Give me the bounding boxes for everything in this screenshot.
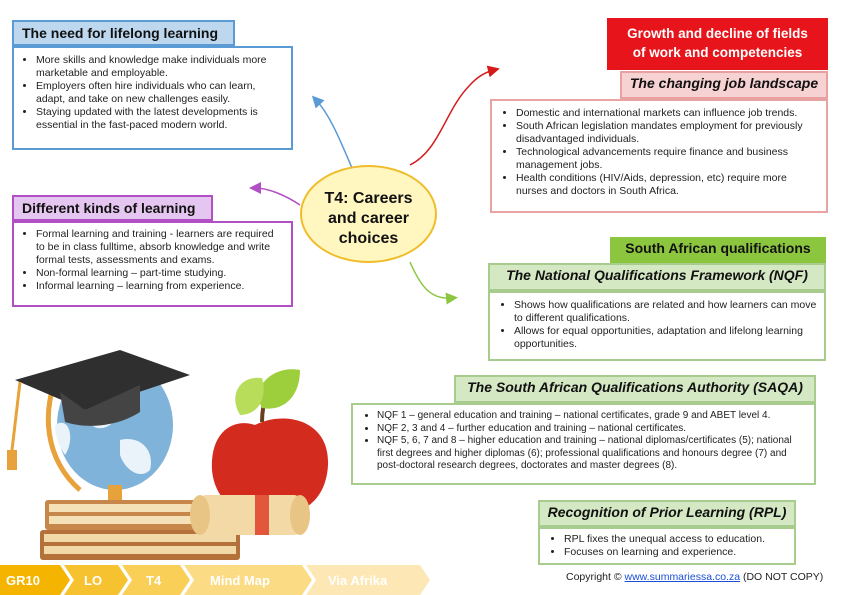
list-item: • Domestic and international markets can influence job trends. xyxy=(516,107,820,120)
central-topic-node xyxy=(300,165,437,263)
breadcrumb-label: Via Afrika xyxy=(328,573,388,588)
arrow-to-growth xyxy=(410,70,494,165)
rpl-panel xyxy=(538,527,796,565)
breadcrumb-label: Mind Map xyxy=(210,573,270,588)
job-landscape-panel xyxy=(490,99,828,213)
rpl-heading: Recognition of Prior Learning (RPL) xyxy=(538,500,796,527)
list-item: • NQF 1 – general education and training – national certificates, grade 9 and ABET level 4. xyxy=(377,410,808,423)
saqa-panel xyxy=(351,403,816,485)
arrow-to-kinds xyxy=(255,188,300,205)
breadcrumb-label: GR10 xyxy=(6,573,40,588)
central-topic-line: choices xyxy=(338,230,399,247)
saqa-heading: The South African Qualifications Authority (SAQA) xyxy=(454,375,816,403)
list-item: • Health conditions (HIV/Aids, depression, etc) require more nurses and doctors in South Africa. xyxy=(516,172,820,198)
list-item: • Technological advancements require finance and business management jobs. xyxy=(516,146,820,172)
kinds-of-learning-title: Different kinds of learning xyxy=(12,195,213,221)
list-item: • NQF 2, 3 and 4 – further education and training – national certificates. xyxy=(377,423,808,436)
copyright-suffix: (DO NOT COPY) xyxy=(740,571,824,583)
apple-icon xyxy=(212,369,328,513)
job-landscape-heading: The changing job landscape xyxy=(620,71,828,99)
arrow-to-saq xyxy=(410,262,452,298)
arrow-to-lifelong xyxy=(316,100,352,168)
list-item: • RPL fixes the unequal access to education. xyxy=(564,533,788,546)
list-item: • Employers often hire individuals who can learn, adapt, and take on new challenges easily. xyxy=(36,80,285,106)
list-item: • Shows how qualifications are related and how learners can move to different qualifications. xyxy=(514,299,818,325)
list-item: • More skills and knowledge make individuals more marketable and employable. xyxy=(36,54,285,80)
education-illustration xyxy=(0,330,350,565)
sa-qualifications-title: South African qualifications xyxy=(610,237,826,263)
lifelong-learning-panel xyxy=(12,46,293,150)
list-item: • South African legislation mandates employment for previously disadvantaged individuals. xyxy=(516,120,820,146)
lifelong-learning-title: The need for lifelong learning xyxy=(12,20,235,46)
copyright-notice xyxy=(566,571,823,583)
central-topic-label xyxy=(302,189,435,249)
kinds-of-learning-panel xyxy=(12,221,293,307)
nqf-heading: The National Qualifications Framework (NQF) xyxy=(488,263,826,291)
list-item: • Non-formal learning – part-time studying. xyxy=(36,267,285,280)
breadcrumb-label: T4 xyxy=(146,573,162,588)
growth-decline-title xyxy=(607,18,828,70)
list-item: • Focuses on learning and experience. xyxy=(564,546,788,559)
growth-title-line: of work and competencies xyxy=(632,45,803,60)
website-link[interactable]: www.summariessa.co.za xyxy=(624,571,741,583)
breadcrumb-label: LO xyxy=(84,573,103,588)
diploma-scroll-icon xyxy=(190,495,310,535)
central-topic-line: and career xyxy=(328,210,409,227)
breadcrumb xyxy=(0,565,430,595)
list-item: • NQF 5, 6, 7 and 8 – higher education and training – national diplomas/certificates (5); national first degrees and higher diplomas (6); professional qualifications and honours degree (7) and post-doctoral research degrees, doctorates and master degrees (8). xyxy=(377,435,808,473)
list-item: • Formal learning and training - learners are required to be in class fulltime, absorb knowledge and write formal tests, assessments and exams. xyxy=(36,228,285,267)
growth-title-line: Growth and decline of fields xyxy=(627,26,808,41)
nqf-panel xyxy=(488,291,826,361)
list-item: • Allows for equal opportunities, adaptation and lifelong learning opportunities. xyxy=(514,325,818,351)
copyright-prefix: Copyright © xyxy=(566,571,625,583)
list-item: • Staying updated with the latest developments is essential in the fast-paced modern world. xyxy=(36,106,285,132)
central-topic-line: T4: Careers xyxy=(324,190,413,207)
list-item: • Informal learning – learning from experience. xyxy=(36,280,285,293)
